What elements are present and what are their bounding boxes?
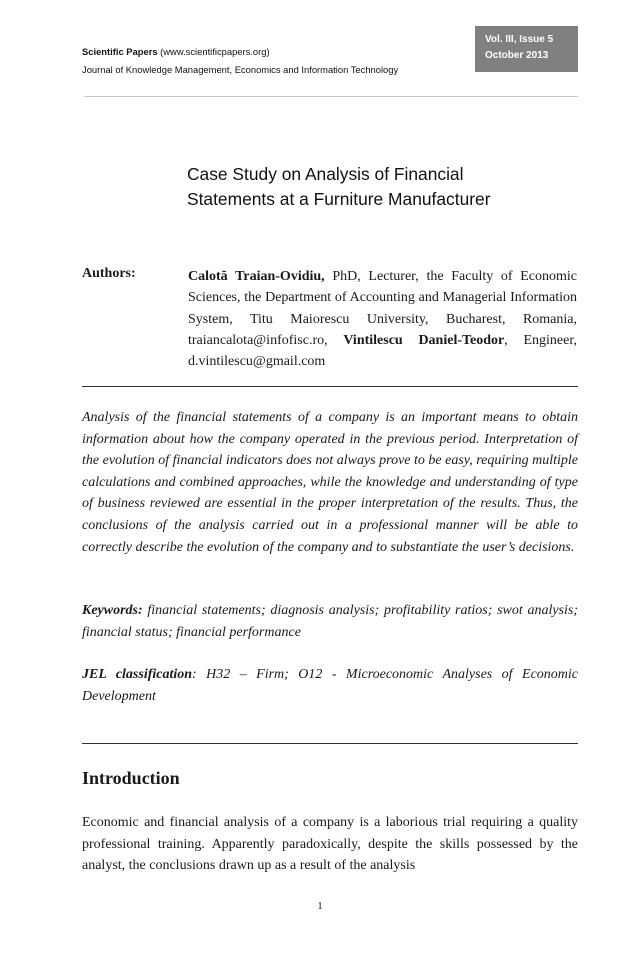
header-divider [84, 96, 578, 97]
jel-text: : H32 – Firm; O12 - Microeconomic Analyses of Economic Development [82, 667, 578, 704]
journal-name: Scientific Papers [82, 46, 158, 57]
journal-header [82, 43, 398, 79]
author-2-name: Vintilescu Daniel-Teodor [343, 332, 505, 348]
abstract-divider [82, 743, 578, 744]
paper-title [187, 162, 577, 212]
keywords-label: Keywords: [82, 603, 143, 618]
journal-subtitle: Journal of Knowledge Management, Economics and Information Technology [82, 64, 399, 75]
journal-title-line [82, 43, 398, 61]
author-1-name: Calotă Traian-Ovidiu, [188, 269, 325, 284]
issue-date: October 2013 [485, 50, 549, 61]
authors-block [188, 266, 577, 372]
volume-label: Vol. III, Issue 5 [485, 34, 554, 45]
title-line-1: Case Study on Analysis of Financial [187, 164, 464, 184]
keywords-text: financial statements; diagnosis analysis; profitability ratios; swot analysis; financial status; financial performance [82, 603, 578, 640]
title-line-2: Statements at a Furniture Manufacturer [187, 189, 491, 209]
authors-label: Authors: [82, 266, 136, 281]
abstract: Analysis of the financial statements of a company is an important means to obtain information about how the company operated in the previous period. Interpretation of the evolution of financial indicators does not always prove to be easy, requiring multiple calculations and combined approaches, while the knowledge and understanding of type of business reviewed are essential in the proper interpretation of the results. Thus, the conclusions of the analysis carried out in a professional manner will be able to correctly describe the evolution of the company and to substantiate the user’s decisions. [82, 410, 578, 555]
page-number: 1 [317, 900, 323, 912]
section-heading: Introduction [82, 768, 180, 788]
author-1-affiliation: PhD, Lecturer, the Faculty of Economic Sciences, the Department of Accounting and Managerial Information System, Titu Maiorescu University, Bucharest, Romania, traiancalota@infofisc.ro, [188, 269, 577, 348]
journal-url: (www.scientificpapers.org) [157, 46, 270, 57]
jel-label: JEL classification [82, 667, 193, 682]
volume-badge [475, 26, 578, 72]
keywords-block [82, 600, 578, 644]
author-2-affiliation: , Engineer, d.vintilescu@gmail.com [188, 332, 577, 370]
intro-paragraph: Economic and financial analysis of a company is a laborious trial requiring a quality professional training. Apparently paradoxically, despite the skills possessed by the analyst, the conclusions drawn up as a result of the analysis [82, 815, 578, 874]
jel-block [82, 664, 578, 708]
authors-divider [82, 386, 578, 387]
